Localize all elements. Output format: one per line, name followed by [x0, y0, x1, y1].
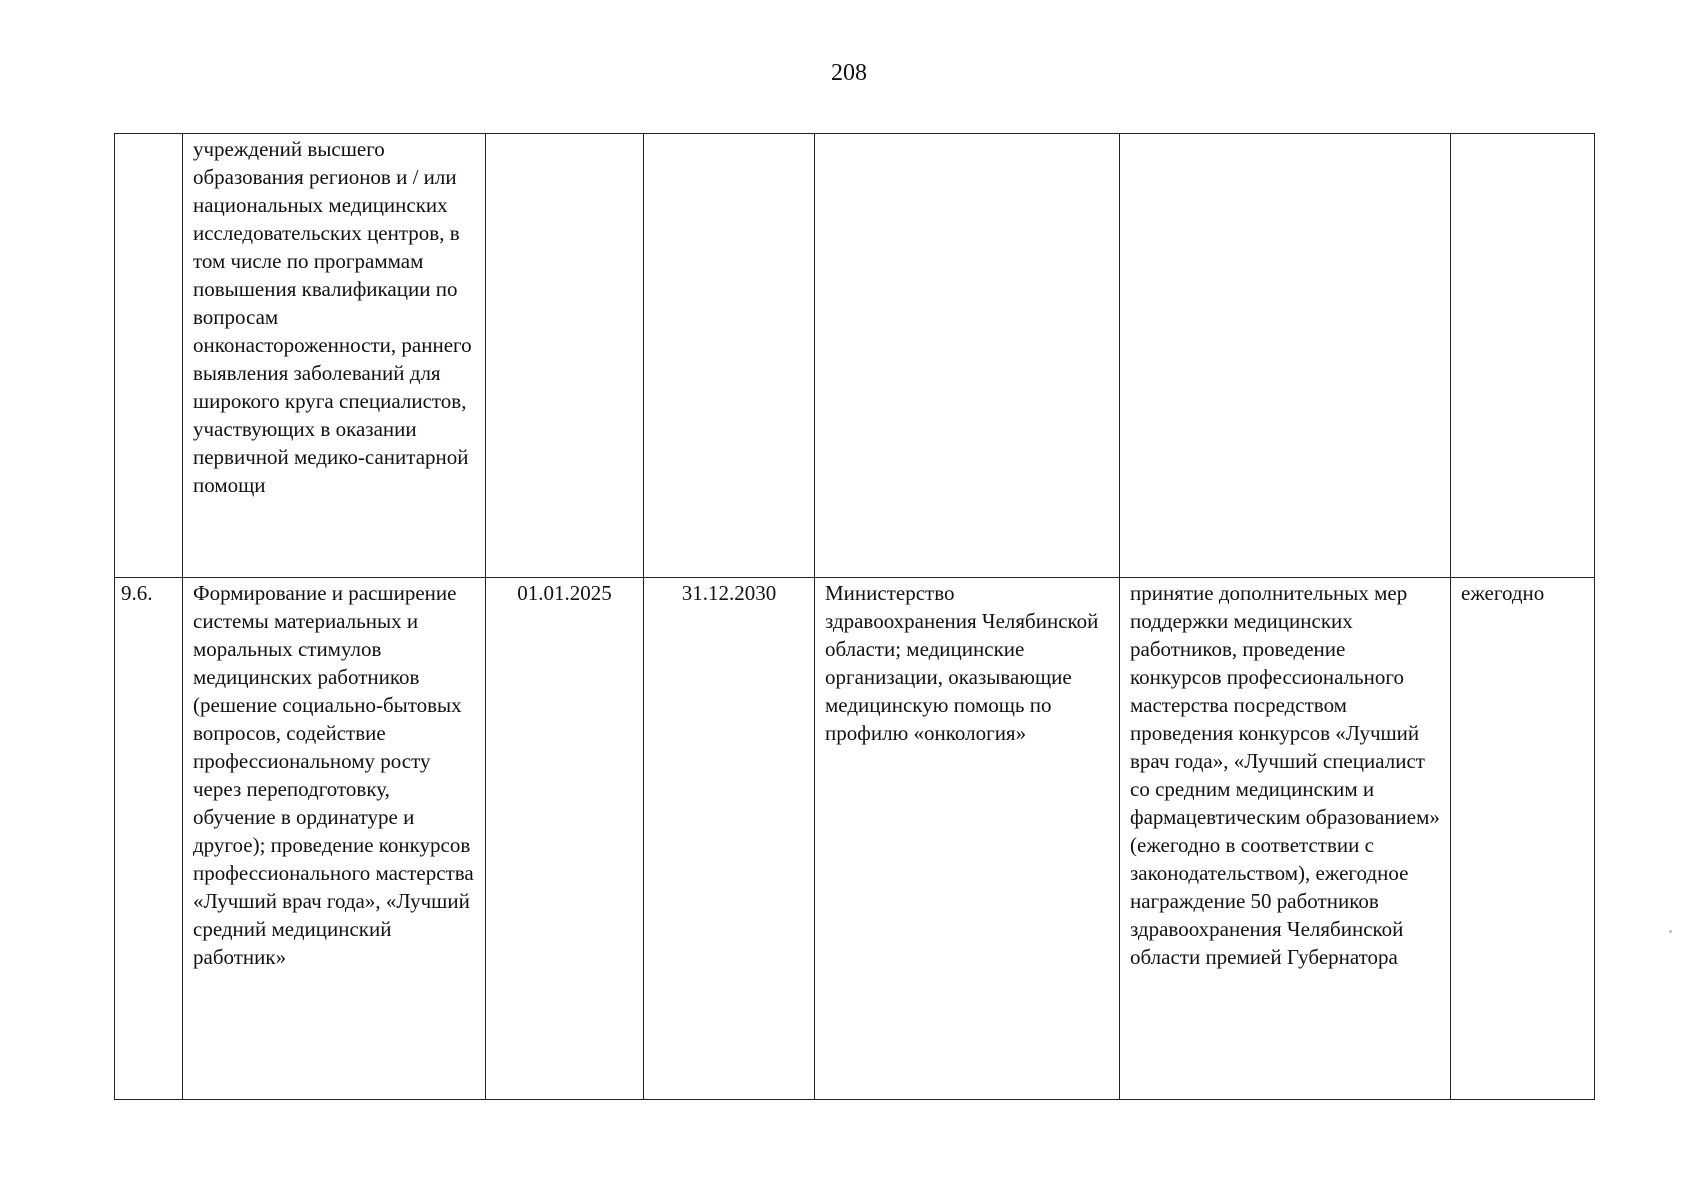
table-row — [115, 134, 1595, 578]
responsible-cell — [815, 134, 1120, 578]
page-number: 208 — [831, 60, 867, 86]
measures-table — [114, 133, 1595, 1100]
end-date-cell: 31.12.2030 — [644, 578, 815, 1100]
table-row — [115, 578, 1595, 1100]
scan-speck — [1669, 930, 1672, 933]
description-cell: учреждений высшего образования регионов и / или национальных медицинских исследовательских центров, в том числе по программам повышения квалификации по вопросам онконастороженности, раннего выявления заболеваний для широкого круга специалистов, участвующих в оказании первичной медико-санитарной помощи — [183, 134, 486, 578]
row-number-cell: 9.6. — [115, 578, 183, 1100]
responsible-cell: Министерство здравоохранения Челябинской области; медицинские организации, оказывающие медицинскую помощь по профилю «онкология» — [815, 578, 1120, 1100]
result-cell — [1120, 134, 1451, 578]
end-date-cell — [644, 134, 815, 578]
start-date-cell — [486, 134, 644, 578]
frequency-cell: ежегодно — [1451, 578, 1595, 1100]
description-cell: Формирование и расширение системы материальных и моральных стимулов медицинских работников (решение социально-бытовых вопросов, содействие профессиональному росту через переподготовку, обучение в ординатуре и другое); проведение конкурсов профессионального мастерства «Лучший врач года», «Лучший средний медицинский работник» — [183, 578, 486, 1100]
result-cell: принятие дополнительных мер поддержки медицинских работников, проведение конкурсов профессионального мастерства посредством проведения конкурсов «Лучший врач года», «Лучший специалист со средним медицинским и фармацевтическим образованием» (ежегодно в соответствии с законодательством), ежегодное награждение 50 работников здравоохранения Челябинской области премией Губернатора — [1120, 578, 1451, 1100]
row-number-cell — [115, 134, 183, 578]
frequency-cell — [1451, 134, 1595, 578]
start-date-cell: 01.01.2025 — [486, 578, 644, 1100]
